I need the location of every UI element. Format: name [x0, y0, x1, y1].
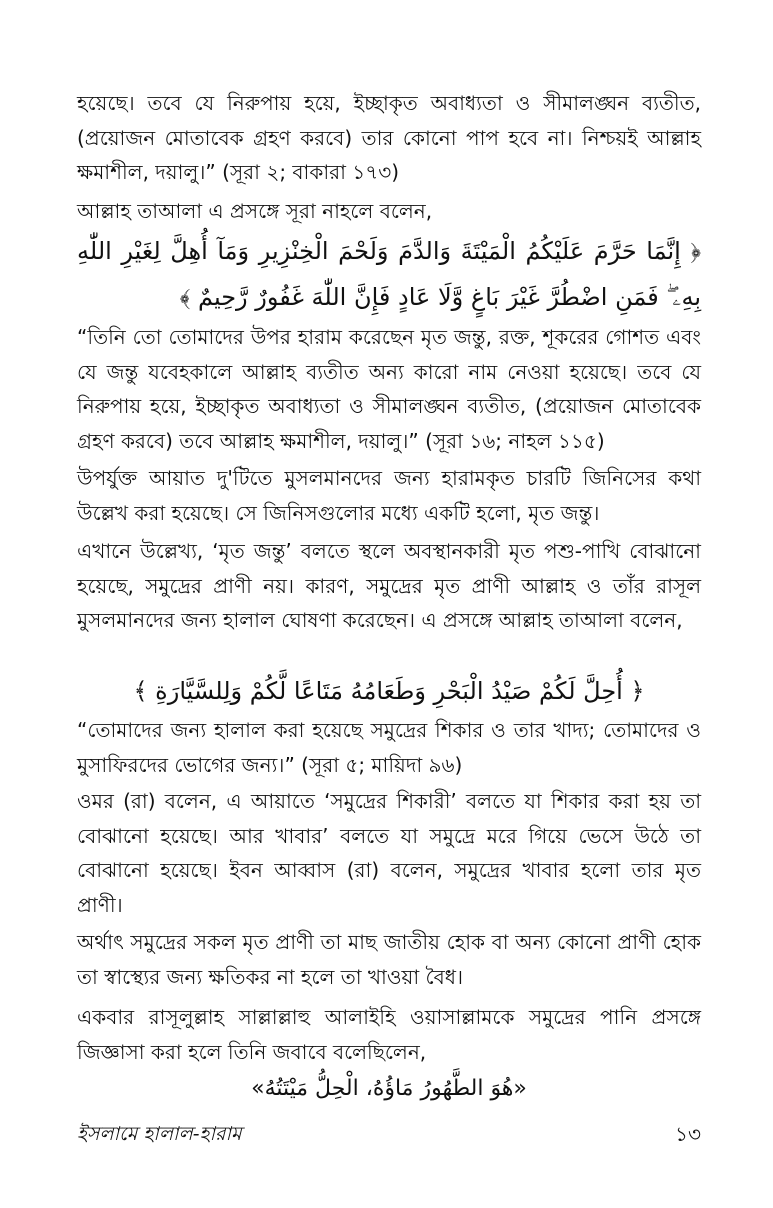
paragraph-quran-translation-nahl: “তিনি তো তোমাদের উপর হারাম করেছেন মৃত জন্তু, রক্ত, শূকরের গোশত এবং যে জন্তু যবেহকালে আল্লাহ ব্যতীত অন্য কারো নাম নেওয়া হয়েছে। তবে যে নিরুপায় হয়ে, ইচ্ছাকৃত অবাধ্যতা ও সীমালঙ্ঘন ব্যতীত, (প্রয়োজন মোতাবেক গ্রহণ করবে) তবে আল্লাহ ক্ষমাশীল, দয়ালু।” (সূরা ১৬; নাহল ১১৫) — [77, 325, 701, 453]
paragraph-intro-nahl: আল্লাহ তাআলা এ প্রসঙ্গে সূরা নাহলে বলেন, — [77, 199, 433, 223]
paragraph-four-forbidden: উপর্যুক্ত আয়াত দু'টিতে মুসলমানদের জন্য হারামকৃত চারটি জিনিসের কথা উল্লেখ করা হয়েছে। সে জিনিসগুলোর মধ্যে একটি হলো, মৃত জন্তু। — [77, 466, 701, 525]
paragraph-quran-translation-maida: “তোমাদের জন্য হালাল করা হয়েছে সমুদ্রের শিকার ও তার খাদ্য; তোমাদের ও মুসাফিরদের ভোগের জন্য।” (সূরা ৫; মায়িদা ৯৬) — [77, 718, 701, 777]
arabic-hadith: «هُوَ الطَّهُورُ مَاؤُهُ، الْحِلُّ مَيْتَتُهُ» — [251, 1076, 527, 1101]
page-number: ১৩ — [675, 1122, 701, 1146]
arabic-verse-nahl: ﴿ إِنَّمَا حَرَّمَ عَلَيْكُمُ الْمَيْتَةَ وَالدَّمَ وَلَحْمَ الْخِنْزِيرِ وَمَآ أُهِلَّ لِغَيْرِ اللّٰهِ بِهِۦ ۖ فَمَنِ اضْطُرَّ غَيْرَ بَاغٍ وَّلَا عَادٍ فَإِنَّ اللّٰهَ غَفُورٌ رَّحِيمٌ ﴾ — [77, 237, 701, 311]
paragraph-umar-ibn-abbas: ওমর (রা) বলেন, এ আয়াতে ‘সমুদ্রের শিকারী’ বলতে যা শিকার করা হয় তা বোঝানো হয়েছে। আর খাবার’ বলতে যা সমুদ্রে মরে গিয়ে ভেসে উঠে তা বোঝানো হয়েছে। ইবন আব্বাস (রা) বলেন, সমুদ্রের খাবার হলো তার মৃত প্রাণী। — [77, 789, 701, 917]
paragraph-hadith-intro: একবার রাসূলুল্লাহ সাল্লাল্লাহু আলাইহি ওয়াসাল্লামকে সমুদ্রের পানি প্রসঙ্গে জিজ্ঞাসা করা হলে তিনি জবাবে বলেছিলেন, — [77, 1005, 701, 1064]
paragraph-ruling: অর্থাৎ সমুদ্রের সকল মৃত প্রাণী তা মাছ জাতীয় হোক বা অন্য কোনো প্রাণী হোক তা স্বাস্থ্যের জন্য ক্ষতিকর না হলে তা খাওয়া বৈধ। — [77, 930, 701, 989]
arabic-verse-maida: ﴿ أُحِلَّ لَكُمْ صَيْدُ الْبَحْرِ وَطَعَامُهُ مَتَاعًا لَّكُمْ وَلِلسَّيَّارَةِ ﴾ — [133, 677, 645, 705]
paragraph-quran-translation-baqara: হয়েছে। তবে যে নিরুপায় হয়ে, ইচ্ছাকৃত অবাধ্যতা ও সীমালঙ্ঘন ব্যতীত, (প্রয়োজন মোতাবেক গ্রহণ করবে) তার কোনো পাপ হবে না। নিশ্চয়ই আল্লাহ ক্ষমাশীল, দয়ালু।” (সূরা ২; বাকারা ১৭৩) — [77, 91, 701, 184]
paragraph-sea-animals: এখানে উল্লেখ্য, ‘মৃত জন্তু’ বলতে স্থলে অবস্থানকারী মৃত পশু-পাখি বোঝানো হয়েছে, সমুদ্রের প্রাণী নয়। কারণ, সমুদ্রের মৃত প্রাণী আল্লাহ ও তাঁর রাসূল মুসলমানদের জন্য হালাল ঘোষণা করেছেন। এ প্রসঙ্গে আল্লাহ তাআলা বলেন, — [77, 539, 701, 632]
footer-book-title: ইসলামে হালাল-হারাম — [77, 1123, 242, 1145]
